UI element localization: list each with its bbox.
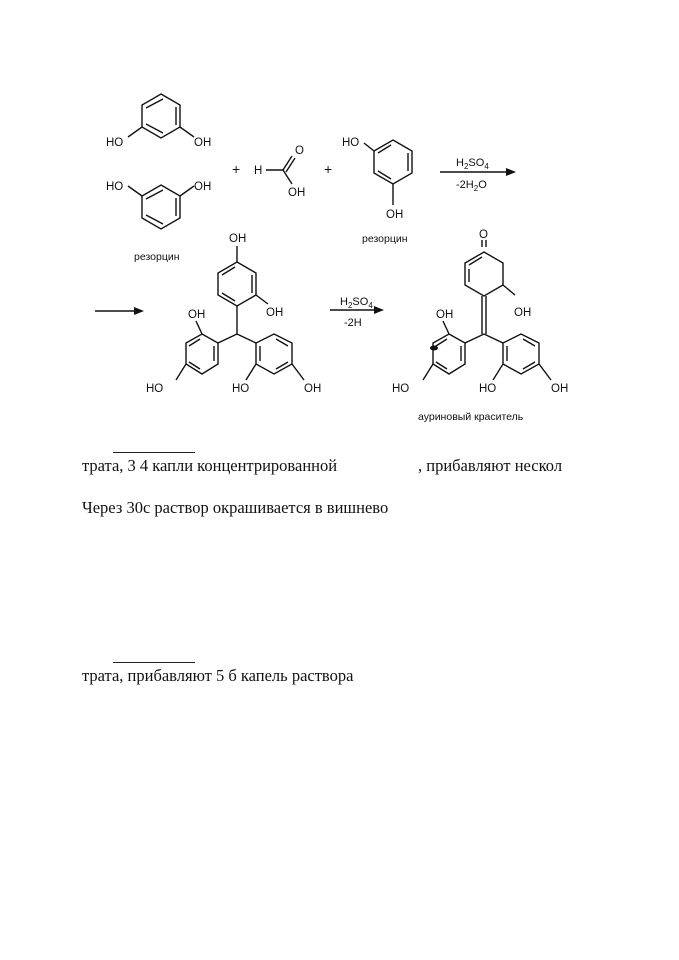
text-line-1-a: трата, 3 4 капли концентрированной [82,456,338,475]
blank-rule-1 [113,452,195,453]
leuco-mid-ho-label: HO [232,383,250,395]
resorcin3-ho-label: HO [342,137,360,149]
aurin-left-oh-label: OH [436,309,454,321]
text-line-2: Через 30с раствор окрашивается в вишнево [82,498,389,517]
blank-rule-2 [113,662,195,663]
aurin-dye-caption: ауриновый краситель [418,411,524,423]
resorcin1-ho-label: HO [106,137,124,149]
text-line-1-continued [418,456,562,476]
ink-blot [430,346,438,351]
leuco-left-oh-label: OH [188,309,206,321]
resorcin3-oh-label: OH [386,209,404,221]
aurin-mid-ho-label: HO [479,383,497,395]
plus-2: + [324,161,333,177]
arrow1-byproduct: $-2H_2O$ [456,179,487,193]
resorcin2-ho-label: HO [106,181,124,193]
resorcin-caption-2: резорцин [362,233,408,245]
text-line-1 [82,456,337,476]
arrow1-reagent: $H_2SO_4$ [456,157,489,171]
aurin-left-ho-label: HO [392,383,410,395]
aurin-o-label: O [479,229,488,241]
arrow2-byproduct: -2H [344,317,362,329]
leuco-top-right-oh-label: OH [266,307,284,319]
formic-h-label: H [254,165,263,177]
reaction-scheme [0,0,679,440]
resorcin-caption-1: резорцин [134,251,180,263]
leuco-left-ho-label: HO [146,383,164,395]
leuco-top-oh-label: OH [229,233,247,245]
text-line-1-b: , прибавляют нескол [418,456,563,475]
formic-o-label: O [295,145,304,157]
aurin-top-right-oh-label: OH [514,307,532,319]
aurin-right-oh-label: OH [551,383,569,395]
leuco-right-oh-label: OH [304,383,322,395]
arrow2-reagent: $H_2SO_4$ [340,296,373,310]
plus-1: + [232,161,241,177]
text-line-3: трата, прибавляют 5 б капель раствора [82,666,354,685]
resorcin1-oh-label: OH [194,137,212,149]
resorcin2-oh-label: OH [194,181,212,193]
formic-oh-label: OH [288,187,306,199]
